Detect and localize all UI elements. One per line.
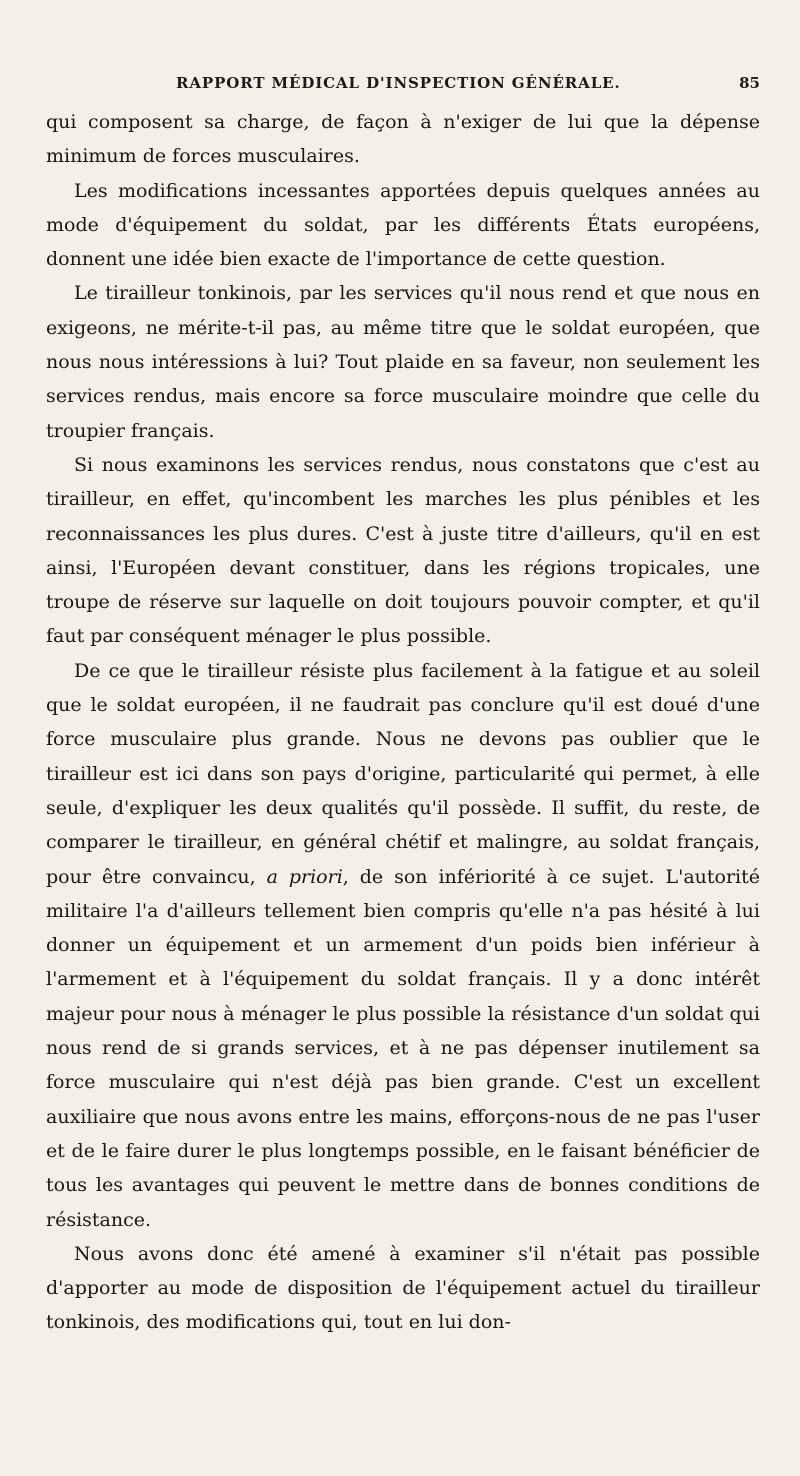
paragraph-examination-modifications: Nous avons donc été amené à examiner s'il n'était pas possible d'apporter au mode de disposition de l'équipement actuel du tirailleur tonkinois, des modifications qui, tout en lui don-: [46, 1242, 760, 1334]
paragraph-continuation: qui composent sa charge, de façon à n'exiger de lui que la dépense minimum de forces musculaires.: [46, 111, 760, 168]
paragraph-muscular-strength-part-1: De ce que le tirailleur résiste plus facilement à la fatigue et au soleil que le soldat européen, il ne faudrait pas conclure qu'il est doué d'une force musculaire plus grande. Nous ne devons pas oublier que le tirailleur est ici dans son pays d'origine, particularité qui permet, à elle seule, d'expliquer les deux qualités qu'il possède. Il suffit, du reste, de comparer le tirailleur, en général chétif et malingre, au soldat français, pour être convaincu,: [46, 659, 760, 888]
paragraph-equipment-modifications: Les modifications incessantes apportées depuis quelques années au mode d'équipement du soldat, par les différents États européens, donnent une idée bien exacte de l'importance de cette question.: [46, 179, 760, 271]
paragraph-services-rendered: Si nous examinons les services rendus, nous constatons que c'est au tirailleur, en effet, qu'incombent les marches les plus pénibles et les reconnaissances les plus dures. C'est à juste titre d'ailleurs, qu'il en est ainsi, l'Européen devant constituer, dans les régions tropicales, une troupe de réserve sur laquelle on doit toujours pouvoir compter, et qu'il faut par conséquent ménager le plus possible.: [46, 453, 760, 648]
a-priori-italic: a priori: [266, 865, 343, 888]
running-title: RAPPORT MÉDICAL D'INSPECTION GÉNÉRALE.: [176, 74, 621, 92]
body-text: [46, 105, 760, 1340]
page-number: 85: [739, 74, 760, 92]
page-header: [46, 70, 760, 100]
paragraph-muscular-strength-part-2: , de son infériorité à ce sujet. L'autorité militaire l'a d'ailleurs tellement bien compris qu'elle n'a pas hésité à lui donner un équipement et un armement d'un poids bien inférieur à l'armement et à l'équipement du soldat français. Il y a donc intérêt majeur pour nous à ménager le plus possible la résistance d'un soldat qui nous rend de si grands services, et à ne pas dépenser inutilement sa force musculaire qui n'est déjà pas bien grande. C'est un excellent auxiliaire que nous avons entre les mains, efforçons-nous de ne pas l'user et de le faire durer le plus longtemps possible, en le faisant bénéficier de tous les avantages qui peuvent le mettre dans de bonnes conditions de résistance.: [46, 865, 761, 1231]
paragraph-tonkinese-rifleman: Le tirailleur tonkinois, par les services qu'il nous rend et que nous en exigeons, ne mérite-t-il pas, au même titre que le soldat européen, que nous nous intéressions à lui? Tout plaide en sa faveur, non seulement les services rendus, mais encore sa force musculaire moindre que celle du troupier français.: [46, 282, 760, 442]
paragraph-muscular-strength: [46, 654, 760, 1237]
